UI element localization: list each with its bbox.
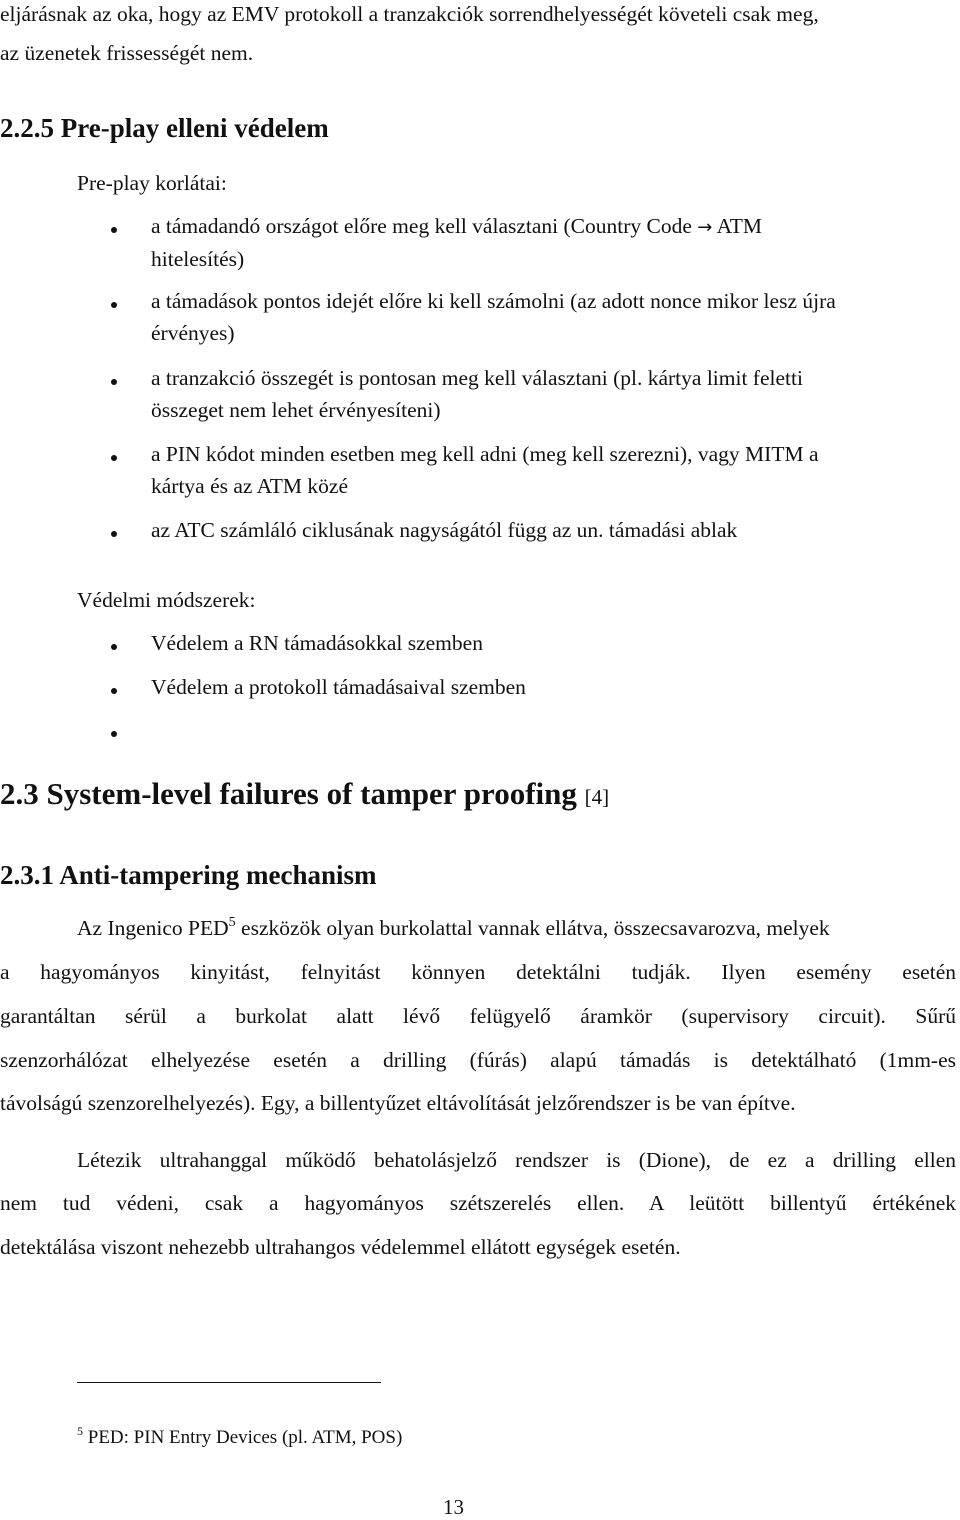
section-heading-2-3-1: 2.3.1 Anti-tampering mechanism xyxy=(0,860,377,890)
bullet-dot xyxy=(111,688,117,694)
list-item-continuation: érvényes) xyxy=(151,321,235,345)
page-number: 13 xyxy=(443,1495,464,1519)
bullet-dot xyxy=(111,644,117,650)
list-item-continuation: kártya és az ATM közé xyxy=(151,474,349,498)
list-item: Védelem a RN támadásokkal szemben xyxy=(151,631,483,655)
bullet-dot xyxy=(111,302,117,308)
bullet-dot xyxy=(111,531,117,537)
intro-line-2: az üzenetek frissességét nem. xyxy=(0,41,254,65)
paragraph-2-line-2: nem tud védeni, csak a hagyományos szétszerelés ellen. A leütött billentyű értékének xyxy=(0,1191,956,1215)
paragraph-1-line-3: garantáltan sérül a burkolat alatt lévő felügyelő áramkör (supervisory circuit). Sűrű xyxy=(0,1004,956,1028)
list-item: a támadások pontos idejét előre ki kell számolni (az adott nonce mikor lesz újra xyxy=(151,289,836,313)
footnote: $^5$ PED: PIN Entry Devices (pl. ATM, POS) xyxy=(77,1424,403,1448)
footnote-mark: 5 xyxy=(228,915,236,930)
right-arrow-icon: → xyxy=(697,217,713,238)
citation-reference: [4] xyxy=(584,785,610,809)
list-item-continuation: összeget nem lehet érvényesíteni) xyxy=(151,398,441,422)
paragraph-2-line-3: detektálása viszont nehezebb ultrahangos védelemmel ellátott egységek esetén. xyxy=(0,1235,681,1259)
list-item: a támadandó országot előre meg kell választani (Country Code → ATM xyxy=(151,214,762,238)
bullet-dot xyxy=(111,379,117,385)
list-item: az ATC számláló ciklusának nagyságától függ az un. támadási ablak xyxy=(151,518,738,542)
paragraph-1-line-1: Az Ingenico PED$^5$ eszközök olyan burkolattal vannak ellátva, összecsavarozva, melyek xyxy=(77,915,830,940)
bullet-dot xyxy=(111,455,117,461)
bullet-dot xyxy=(111,731,117,737)
paragraph-1-line-5: távolságú szenzorelhelyezés). Egy, a billentyűzet eltávolítását jelzőrendszer is be van építve. xyxy=(0,1091,796,1115)
bullet-dot xyxy=(111,227,117,233)
footnote-number: 5 xyxy=(77,1424,83,1438)
paragraph-2-line-1: Létezik ultrahanggal működő behatolásjelző rendszer is (Dione), de ez a drilling ellen xyxy=(77,1148,956,1172)
list-item: a PIN kódot minden esetben meg kell adni (meg kell szerezni), vagy MITM a xyxy=(151,442,819,466)
intro-line-1: eljárásnak az oka, hogy az EMV protokoll a tranzakciók sorrendhelyességét követeli csak meg, xyxy=(0,2,819,26)
paragraph-1-line-2: a hagyományos kinyitást, felnyitást könnyen detektálni tudják. Ilyen esemény esetén xyxy=(0,960,956,984)
pre-play-limits-label: Pre-play korlátai: xyxy=(77,171,227,195)
protection-methods-label: Védelmi módszerek: xyxy=(77,588,256,612)
section-heading-2-3: 2.3 System-level failures of tamper proofing [4] xyxy=(0,776,610,811)
footnote-separator xyxy=(77,1382,381,1383)
list-item-continuation: hitelesítés) xyxy=(151,247,245,271)
paragraph-1-line-4: szenzorhálózat elhelyezése esetén a drilling (fúrás) alapú támadás is detektálható (1mm-es xyxy=(0,1048,956,1072)
list-item: a tranzakció összegét is pontosan meg kell választani (pl. kártya limit feletti xyxy=(151,366,803,390)
list-item: Védelem a protokoll támadásaival szemben xyxy=(151,675,526,699)
section-heading-2-2-5: 2.2.5 Pre-play elleni védelem xyxy=(0,113,329,143)
